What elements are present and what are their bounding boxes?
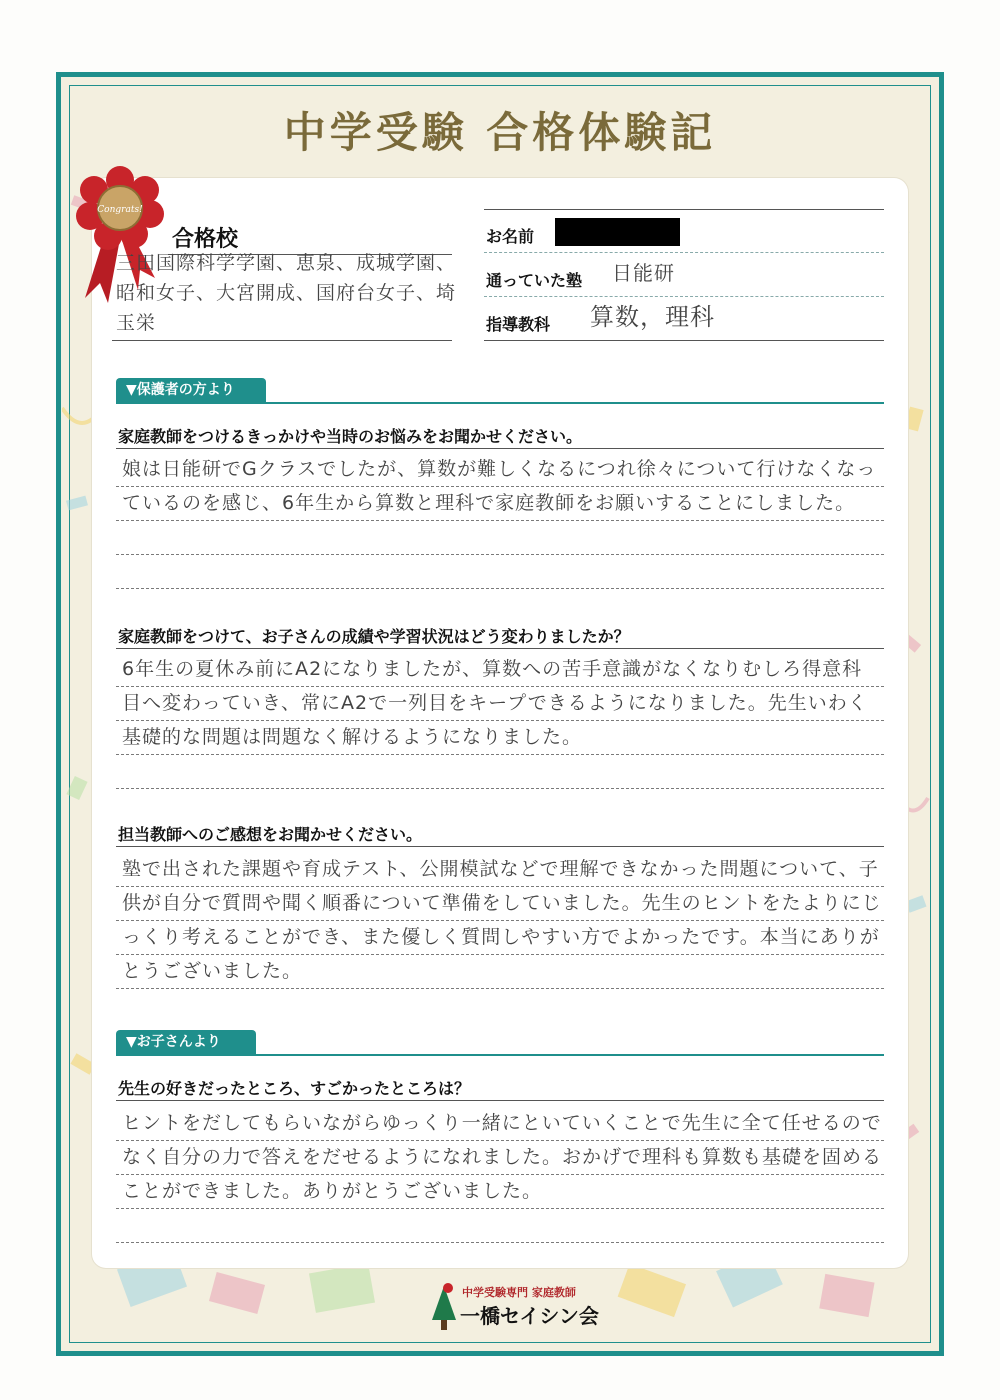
child-section-rule (116, 1054, 884, 1056)
answer-line (116, 554, 884, 555)
parent-question-2: 家庭教師をつけて、お子さんの成績や学習状況はどう変わりましたか？ (118, 627, 630, 646)
answer-line (116, 788, 884, 789)
logo-subtitle: 中学受験専門 家庭教師 (462, 1286, 576, 1299)
child-section-tab: ▼お子さんより (116, 1030, 256, 1054)
parent-question-1: 家庭教師をつけるきっかけや当時のお悩みをお聞かせください。 (118, 427, 583, 446)
q3-rule (116, 846, 884, 847)
school-bottom-rule (112, 340, 452, 341)
answer-line (116, 1242, 884, 1243)
child-q1-rule (116, 1100, 884, 1101)
answer-line (116, 988, 884, 989)
answer-line (116, 486, 884, 487)
parent-question-3: 担当教師へのご感想をお聞かせください。 (118, 825, 423, 844)
subject-rule (484, 340, 884, 341)
badge-text: Congrats! (97, 205, 143, 215)
parent-answer-2: 6年生の夏休み前にA2になりましたが、算数への苦手意識がなくなりむしろ得意科目へ変わっていき、常にA2で一列目をキープできるようになりました。先生いわく基礎的な問題は問題なく解けるようになりました。 (122, 658, 868, 748)
answer-line (116, 588, 884, 589)
name-redacted (555, 218, 680, 246)
name-rule (484, 252, 884, 253)
logo-name: 一橋セイシン会 (460, 1304, 599, 1328)
school-value: 三田国際科学学園、恵泉、成城学園、昭和女子、大宮開成、国府台女子、埼玉栄 (116, 252, 457, 334)
juku-label: 通っていた塾 (486, 271, 583, 290)
answer-line (116, 1140, 884, 1141)
answer-line (116, 1208, 884, 1209)
answer-line (116, 886, 884, 887)
info-top-rule (484, 209, 884, 210)
parent-section-rule (116, 402, 884, 404)
answer-line (116, 920, 884, 921)
q1-rule (116, 448, 884, 449)
juku-value: 日能研 (612, 261, 675, 285)
child-answer-1: ヒントをだしてもらいながらゆっくり一緒にといていくことで先生に全て任せるのでなく自分の力で答えをだせるようになれました。おかげで理科も算数も基礎を固めることができました。ありがとうございました。 (122, 1112, 883, 1202)
juku-rule (484, 296, 884, 297)
q2-rule (116, 648, 884, 649)
parent-answer-3: 塾で出された課題や育成テスト、公開模試などで理解できなかった問題について、子供が自分で質問や聞く順番について準備をしていました。先生のヒントをたよりにじっくり考えることができ、また優しく質問しやすい方でよかったです。本当にありがとうございました。 (122, 858, 882, 982)
page-title: 中学受験 合格体験記 (283, 108, 717, 157)
answer-line (116, 1174, 884, 1175)
answer-line (116, 754, 884, 755)
answer-line (116, 720, 884, 721)
subject-value: 算数，理科 (590, 303, 715, 331)
parent-section-tab: ▼保護者の方より (116, 378, 266, 402)
school-label: 合格校 (172, 227, 239, 252)
answer-line (116, 954, 884, 955)
parent-answer-1: 娘は日能研でGクラスでしたが、算数が難しくなるにつれ徐々について行けなくなっているのを感じ、6年生から算数と理科で家庭教師をお願いすることにしました。 (122, 458, 877, 514)
subject-label: 指導教科 (486, 315, 551, 334)
answer-line (116, 686, 884, 687)
answer-line (116, 520, 884, 521)
name-label: お名前 (486, 227, 535, 246)
child-question-1: 先生の好きだったところ、すごかったところは？ (118, 1079, 471, 1098)
